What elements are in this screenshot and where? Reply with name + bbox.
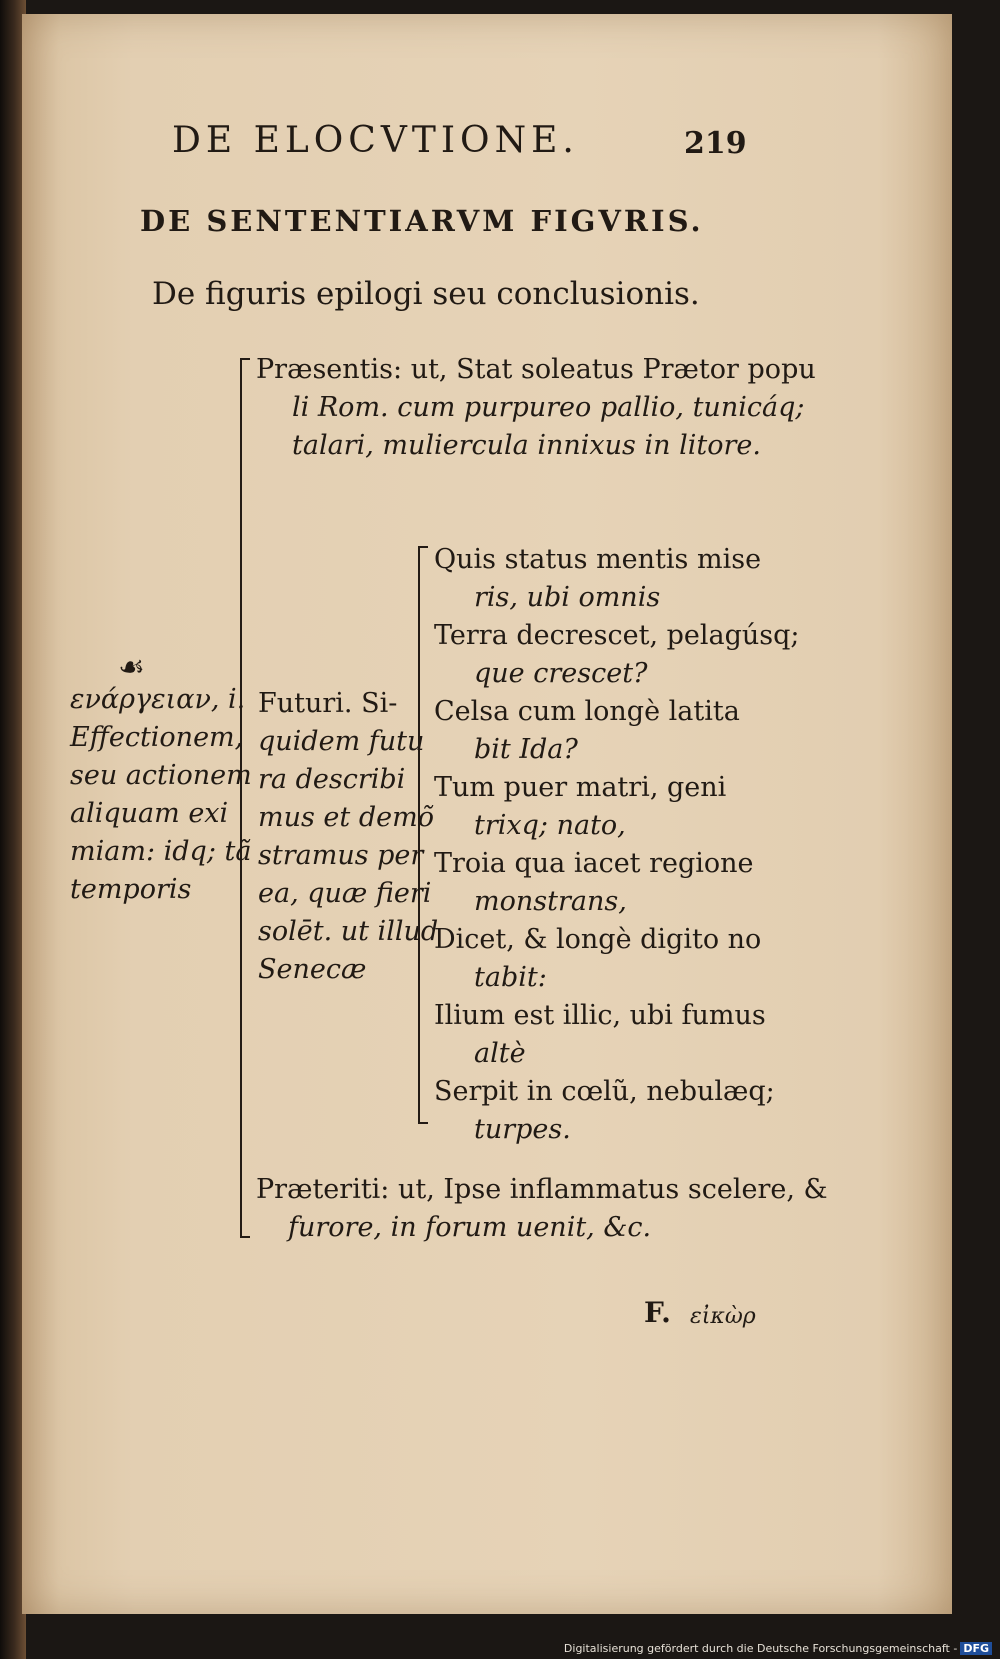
margin-line: ενάργειαν, i. bbox=[70, 684, 246, 715]
running-title: DE ELOCVTIONE. bbox=[172, 120, 579, 161]
subtitle: De figuris epilogi seu conclusionis. bbox=[152, 276, 700, 312]
credit-text: Digitalisierung gefördert durch die Deutsche Forschungsgemeinschaft - bbox=[563, 1642, 958, 1655]
quote-line: ris, ubi omnis bbox=[474, 582, 661, 613]
praeteriti-line: furore, in forum uenit, &c. bbox=[288, 1212, 652, 1243]
quote-line: bit Ida? bbox=[474, 734, 578, 765]
quote-brace bbox=[418, 546, 420, 1124]
quote-line: Troia qua iacet regione bbox=[434, 848, 754, 879]
quote-line: tabit: bbox=[474, 962, 547, 993]
praesentis-line: Præsentis: ut, Stat soleatus Prætor popu bbox=[256, 354, 816, 385]
quote-line: turpes. bbox=[474, 1114, 571, 1145]
quote-line: Tum puer matri, geni bbox=[434, 772, 727, 803]
futuri-line: ra describi bbox=[258, 764, 406, 795]
margin-line: temporis bbox=[70, 874, 192, 905]
futuri-line: stramus per bbox=[258, 840, 424, 871]
praesentis-line: talari, muliercula innixus in litore. bbox=[292, 430, 761, 461]
quote-line: Celsa cum longè latita bbox=[434, 696, 740, 727]
futuri-line: Senecæ bbox=[258, 954, 367, 985]
futuri-line: ea, quæ fieri bbox=[258, 878, 432, 909]
quote-line: Ilium est illic, ubi fumus bbox=[434, 1000, 766, 1031]
outer-brace bbox=[240, 358, 242, 1238]
quote-line: altè bbox=[474, 1038, 526, 1069]
futuri-line: Futuri. Si- bbox=[258, 688, 398, 719]
quote-line: trixq; nato, bbox=[474, 810, 626, 841]
dfg-badge: DFG bbox=[960, 1642, 992, 1655]
signature-mark: F. bbox=[644, 1296, 671, 1329]
praesentis-line: li Rom. cum purpureo pallio, tunicáq; bbox=[292, 392, 805, 423]
margin-line: seu actionem bbox=[70, 760, 252, 791]
quote-line: Dicet, & longè digito no bbox=[434, 924, 762, 955]
quote-line: Serpit in cœlũ, nebulæq; bbox=[434, 1076, 775, 1107]
praeteriti-line: Præteriti: ut, Ipse inflammatus scelere, & bbox=[256, 1174, 828, 1205]
margin-line: Effectionem, bbox=[70, 722, 244, 753]
book-page bbox=[22, 14, 952, 1614]
section-title: DE SENTENTIARVM FIGVRIS. bbox=[140, 204, 704, 238]
catchword: εἰκὼρ bbox=[690, 1304, 756, 1329]
margin-line: miam: idq; tã bbox=[70, 836, 252, 867]
quote-line: que crescet? bbox=[474, 658, 648, 689]
margin-ornament: ☙ bbox=[118, 650, 145, 685]
page-number: 219 bbox=[684, 126, 747, 161]
futuri-line: solēt. ut illud bbox=[258, 916, 439, 947]
quote-line: monstrans, bbox=[474, 886, 627, 917]
futuri-line: quidem futu bbox=[258, 726, 425, 757]
quote-line: Quis status mentis mise bbox=[434, 544, 762, 575]
margin-line: aliquam exi bbox=[70, 798, 229, 829]
futuri-line: mus et demõ bbox=[258, 802, 434, 833]
quote-line: Terra decrescet, pelagúsq; bbox=[434, 620, 800, 651]
digitization-credit bbox=[564, 1642, 992, 1655]
